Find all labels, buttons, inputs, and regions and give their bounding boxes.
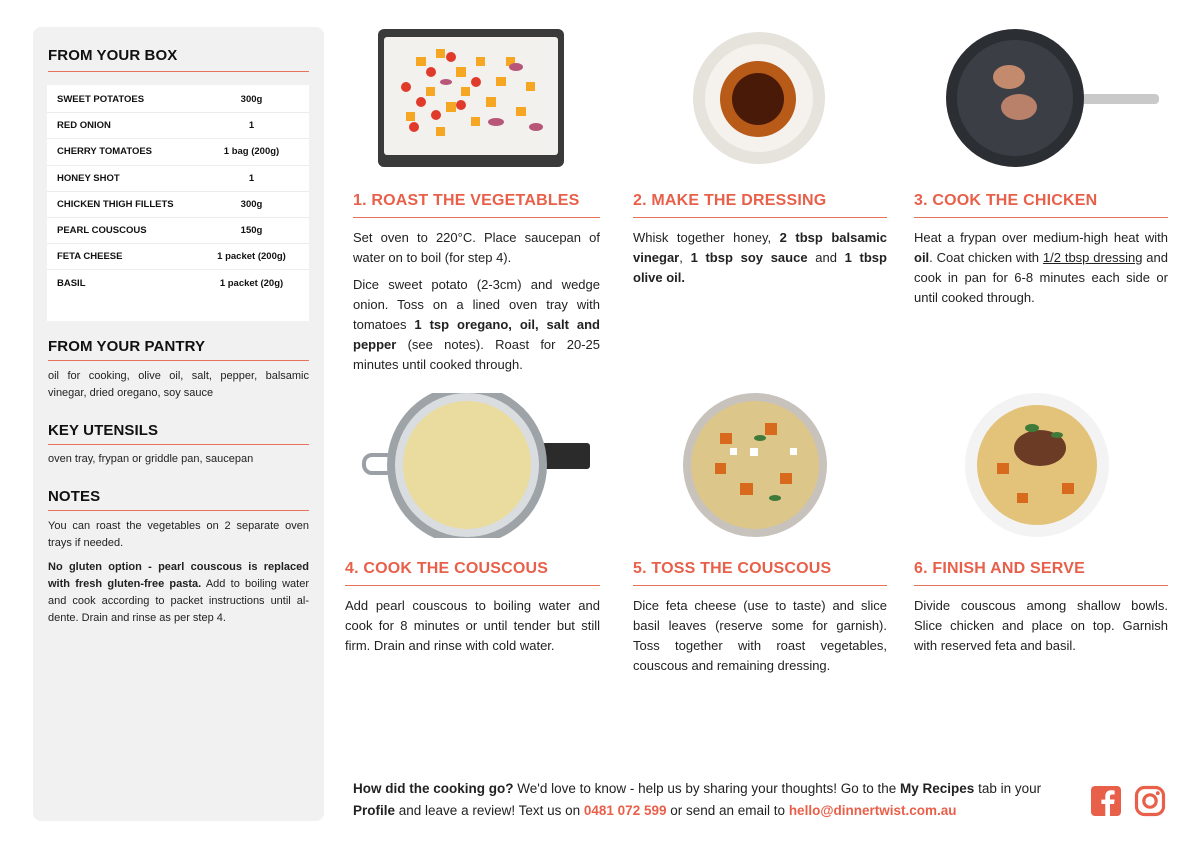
- finished-plate-photo: [962, 393, 1137, 538]
- text: We'd love to know - help us by sharing your thoughts! Go to the: [513, 781, 901, 796]
- divider: [48, 510, 309, 511]
- instagram-icon[interactable]: [1134, 785, 1166, 817]
- divider: [633, 585, 887, 586]
- step-1-title: 1. ROAST THE VEGETABLES: [353, 192, 580, 209]
- step-4-body: Add pearl couscous to boiling water and cook for 8 minutes or until tender but still firm. Drain and rinse with cold water.: [345, 598, 600, 653]
- ingredient-row: [47, 244, 309, 270]
- notes-text-2: [48, 559, 309, 627]
- sidebar: [33, 27, 324, 821]
- ingredient-row: [47, 139, 309, 165]
- ingredient-row: [47, 166, 309, 192]
- my-recipes-link[interactable]: My Recipes: [900, 781, 975, 796]
- ingredient-qty: 300g: [240, 94, 263, 106]
- divider: [48, 360, 309, 361]
- from-your-box-title: FROM YOUR BOX: [48, 47, 178, 64]
- footer-question: How did the cooking go?: [353, 781, 514, 796]
- ingredient-qty: 300g: [240, 198, 263, 210]
- ingredient-row: [47, 87, 309, 113]
- ingredient-name: CHERRY TOMATOES: [57, 146, 153, 158]
- step-1-body: [353, 228, 600, 382]
- divider: [345, 585, 600, 586]
- ingredient-name: CHICKEN THIGH FILLETS: [57, 198, 174, 210]
- bold-text: 1 tbsp soy sauce: [690, 250, 808, 265]
- couscous-pot-photo: [362, 393, 592, 538]
- ingredient-name: RED ONION: [57, 120, 111, 132]
- text: Heat a frypan over medium-high heat with: [914, 230, 1168, 245]
- ingredient-name: PEARL COUSCOUS: [57, 225, 147, 237]
- ingredient-qty: 1 bag (200g): [223, 146, 280, 158]
- ingredient-name: FETA CHEESE: [57, 251, 123, 263]
- step-2-title: 2. MAKE THE DRESSING: [633, 192, 827, 209]
- step-6-body: Divide couscous among shallow bowls. Slice chicken and place on top. Garnish with reserved feta and basil.: [914, 598, 1168, 653]
- ingredient-row: [47, 113, 309, 139]
- toss-couscous-photo: [680, 393, 830, 538]
- step-5-title: 5. TOSS THE COUSCOUS: [633, 560, 832, 577]
- notes-gluten-rest: Add to boiling water and cook according to packet instructions until al-dente. Drain and rinse as per step 4.: [48, 578, 309, 624]
- text: ,: [679, 250, 691, 265]
- step-1-para-1: Set oven to 220°C. Place saucepan of water on to boil (for step 4).: [353, 230, 600, 265]
- utensils-text: oven tray, frypan or griddle pan, saucepan: [48, 453, 254, 465]
- ingredient-qty: 1: [248, 120, 255, 132]
- ingredient-qty: 1 packet (20g): [219, 277, 284, 289]
- notes-title: NOTES: [48, 488, 101, 505]
- bold-text: 2 tbsp balsamic vinegar: [633, 230, 887, 265]
- feedback-footer: [353, 778, 1073, 822]
- bold-text: 1 tsp oregano, oil, salt and pepper: [353, 317, 600, 352]
- text: (see notes). Roast for 20-25 minutes until cooked through.: [353, 337, 600, 372]
- ingredient-row: [47, 192, 309, 218]
- text: and cook in pan for 6-8 minutes each side or until cooked through.: [914, 250, 1168, 305]
- step-2-body: [633, 228, 887, 295]
- notes-text-1: You can roast the vegetables on 2 separate oven trays if needed.: [48, 520, 309, 549]
- step-3-title: 3. COOK THE CHICKEN: [914, 192, 1098, 209]
- step-3-body: [914, 228, 1168, 315]
- text: Dice sweet potato (2-3cm) and wedge onion. Toss on a lined oven tray with tomatoes: [353, 277, 600, 332]
- text: and leave a review! Text us on: [395, 803, 584, 818]
- step-4-title: 4. COOK THE COUSCOUS: [345, 560, 549, 577]
- divider: [48, 444, 309, 445]
- underlined-text: 1/2 tbsp dressing: [1042, 250, 1143, 265]
- bold-text: 1 tbsp olive oil.: [633, 250, 887, 285]
- step-6-title: 6. FINISH AND SERVE: [914, 560, 1085, 577]
- text: . Coat chicken with: [929, 250, 1043, 265]
- text: Whisk together honey,: [633, 230, 780, 245]
- step-1-para-2: [353, 275, 600, 375]
- ingredient-name: HONEY SHOT: [57, 172, 120, 184]
- ingredient-name: SWEET POTATOES: [57, 94, 145, 106]
- notes-gluten-bold: No gluten option - pearl couscous is replaced with fresh gluten-free pasta.: [48, 561, 309, 590]
- divider: [353, 217, 600, 218]
- pantry-text: oil for cooking, olive oil, salt, pepper, balsamic vinegar, dried oregano, soy sauce: [48, 370, 309, 399]
- frypan-chicken-photo: [945, 27, 1160, 169]
- bold-text: oil: [914, 250, 930, 265]
- ingredient-qty: 1 packet (200g): [217, 251, 286, 263]
- divider: [48, 71, 309, 72]
- step-5-body: Dice feta cheese (use to taste) and slice basil leaves (reserve some for garnish). Toss together with roast vegetables, couscous and remaining dressing.: [633, 598, 887, 673]
- ingredient-name: BASIL: [57, 277, 86, 289]
- phone-number[interactable]: 0481 072 599: [583, 803, 667, 818]
- from-your-pantry-title: FROM YOUR PANTRY: [48, 338, 206, 355]
- divider: [633, 217, 887, 218]
- ingredient-qty: 1: [248, 172, 255, 184]
- divider: [914, 585, 1168, 586]
- dressing-bowl-photo: [688, 27, 830, 169]
- ingredient-row: [47, 218, 309, 244]
- ingredients-table: [47, 85, 309, 321]
- divider: [914, 217, 1168, 218]
- roast-vegetables-photo: [376, 27, 566, 169]
- facebook-icon[interactable]: [1090, 785, 1122, 817]
- email-link[interactable]: hello@dinnertwist.com.au: [788, 803, 957, 818]
- ingredient-row: [47, 270, 309, 296]
- profile-link[interactable]: Profile: [353, 803, 396, 818]
- text: or send an email to: [666, 803, 789, 818]
- text: tab in your: [974, 781, 1042, 796]
- ingredient-qty: 150g: [240, 225, 263, 237]
- text: and: [807, 250, 845, 265]
- key-utensils-title: KEY UTENSILS: [48, 422, 159, 439]
